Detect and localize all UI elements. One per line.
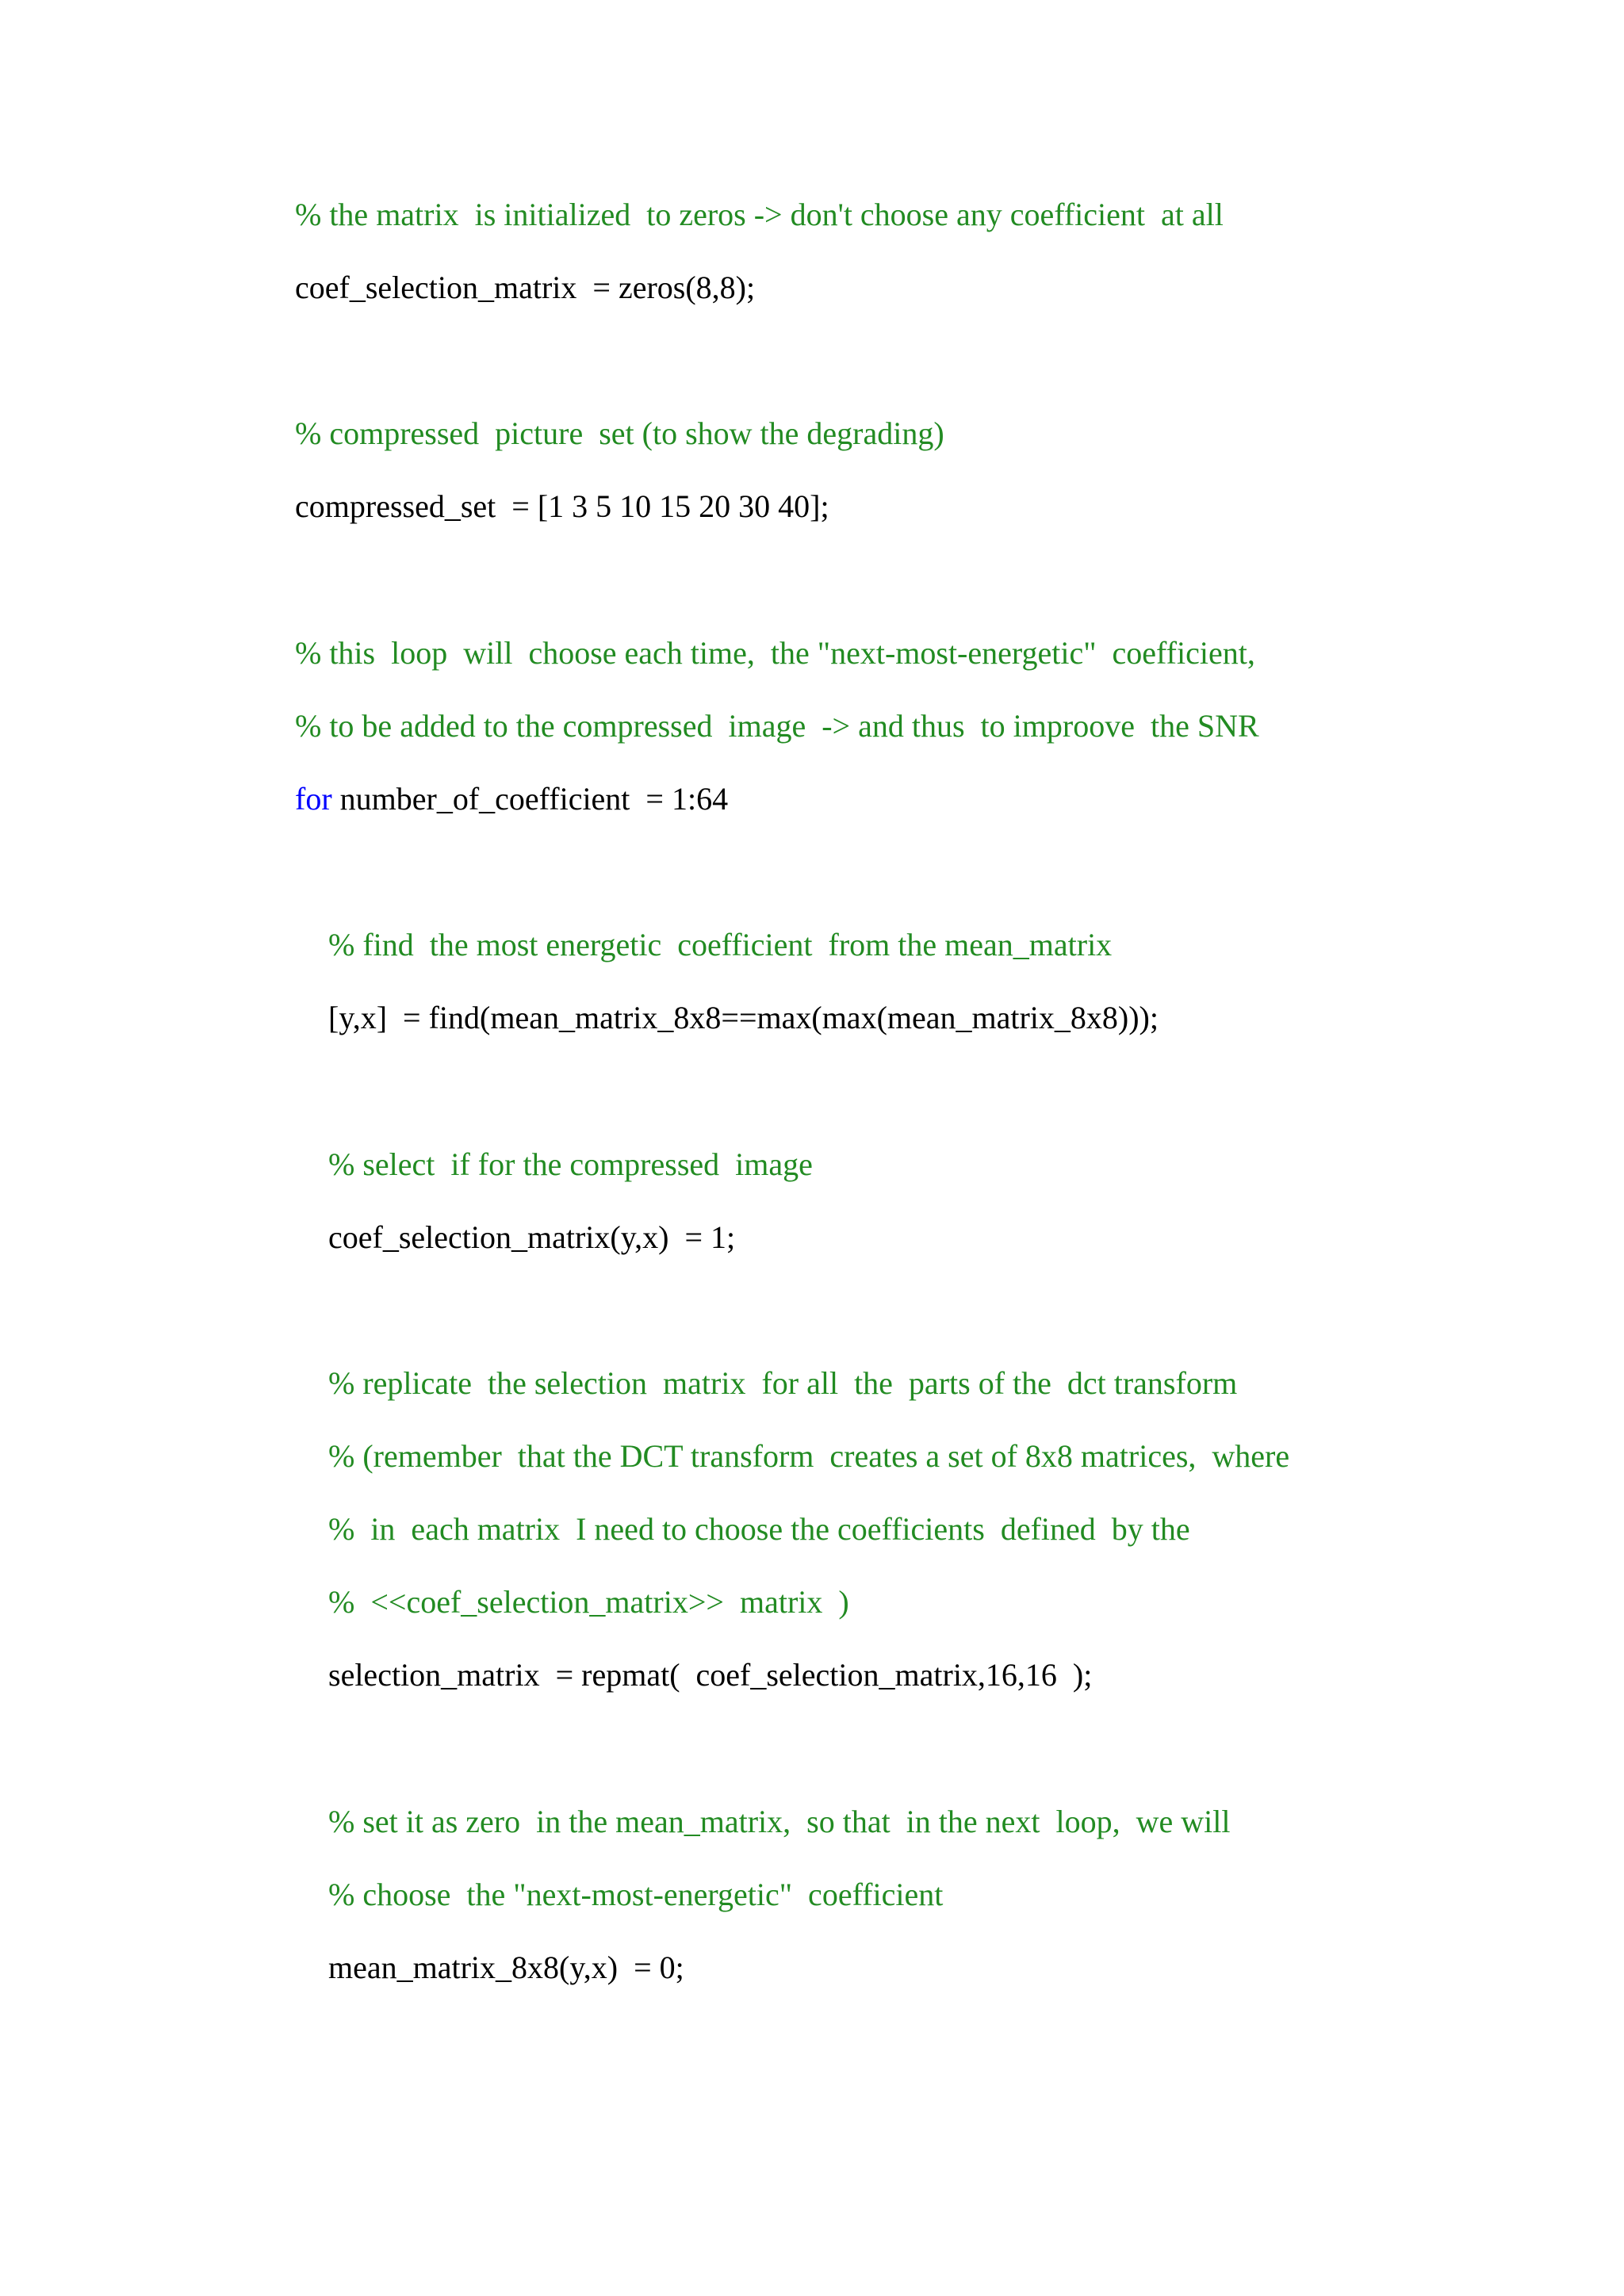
keyword-for: for bbox=[295, 781, 332, 817]
comment-zero-2: % choose the "next-most-energetic" coefficient bbox=[328, 1877, 944, 1912]
for-loop-range: number_of_coefficient = 1:64 bbox=[331, 781, 729, 817]
code-zero-mean: mean_matrix_8x8(y,x) = 0; bbox=[328, 1950, 684, 1985]
comment-loop-description-1: % this loop will choose each time, the "next-most-energetic" coefficient, bbox=[295, 635, 1255, 671]
comment-replicate-4: % <<coef_selection_matrix>> matrix ) bbox=[328, 1584, 849, 1620]
comment-replicate-3: % in each matrix I need to choose the coefficients defined by the bbox=[328, 1511, 1190, 1547]
code-repmat: selection_matrix = repmat( coef_selection_matrix,16,16 ); bbox=[328, 1657, 1093, 1693]
comment-loop-description-2: % to be added to the compressed image -> and thus to improove the SNR bbox=[295, 708, 1259, 744]
comment-replicate-1: % replicate the selection matrix for all the parts of the dct transform bbox=[328, 1365, 1238, 1401]
code-for-loop bbox=[295, 780, 728, 818]
comment-replicate-2: % (remember that the DCT transform creates a set of 8x8 matrices, where bbox=[328, 1438, 1290, 1474]
comment-find-energetic: % find the most energetic coefficient from the mean_matrix bbox=[328, 927, 1113, 962]
code-find-max: [y,x] = find(mean_matrix_8x8==max(max(mean_matrix_8x8))); bbox=[328, 1000, 1159, 1035]
comment-select: % select if for the compressed image bbox=[328, 1146, 813, 1182]
code-coef-selection-init: coef_selection_matrix = zeros(8,8); bbox=[295, 270, 756, 305]
comment-zero-1: % set it as zero in the mean_matrix, so that in the next loop, we will bbox=[328, 1804, 1231, 1839]
code-compressed-set: compressed_set = [1 3 5 10 15 20 30 40]; bbox=[295, 488, 829, 524]
comment-init-matrix: % the matrix is initialized to zeros -> don't choose any coefficient at all bbox=[295, 197, 1224, 232]
code-set-selection: coef_selection_matrix(y,x) = 1; bbox=[328, 1219, 736, 1255]
comment-compressed-set: % compressed picture set (to show the degrading) bbox=[295, 415, 944, 451]
